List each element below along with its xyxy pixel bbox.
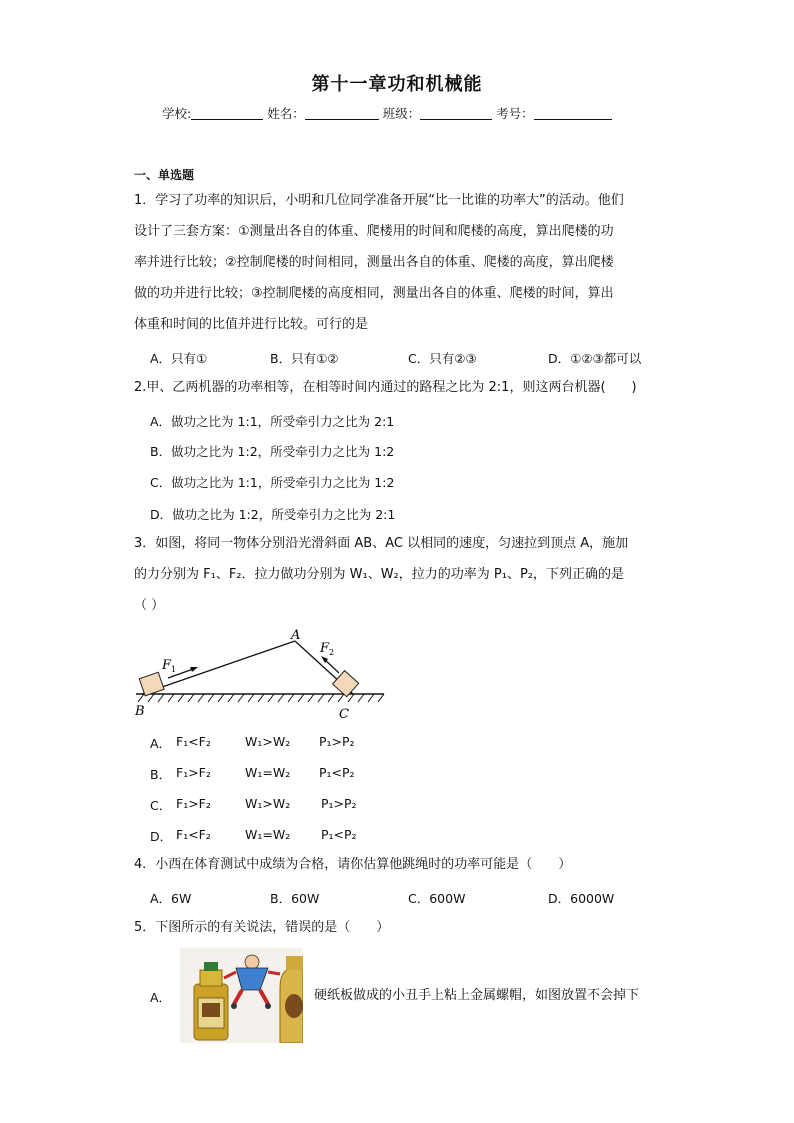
label-b: B [135,704,145,719]
q2-stem: 2.甲、乙两机器的功率相等，在相等时间内通过的路程之比为 2:1，则这两台机器( ) [134,380,637,395]
class-field[interactable] [420,107,492,120]
block-on-ac [333,671,359,697]
q3-line-1: 3．如图，将同一物体分别沿光滑斜面 AB、AC 以相同的速度，匀速拉到顶点 A，施加 [134,536,629,551]
q2-option-b[interactable]: B．做功之比为 1:2，所受牵引力之比为 1:2 [150,444,395,459]
q1-option-b[interactable]: B．只有①② [270,351,339,366]
exam-number-label: 考号： [496,106,534,121]
q1-option-c[interactable]: C．只有②③ [408,351,477,366]
student-info-row [162,104,612,122]
section-heading: 一、单选题 [134,168,195,182]
school-field[interactable] [191,107,263,120]
q5-option-a-text: 硬纸板做成的小丑手上粘上金属螺帽，如图放置不会掉下 [314,988,640,1003]
name-field[interactable] [305,107,379,120]
q4-stem: 4．小西在体育测试中成绩为合格，请你估算他跳绳时的功率可能是（ ） [134,857,572,872]
incline-diagram [134,625,386,725]
clown-balance-photo [180,948,303,1043]
q2-option-d[interactable]: D．做功之比为 1:2，所受牵引力之比为 2:1 [150,507,396,522]
class-label: 班级： [382,106,421,121]
label-f2: $F_2$ [320,641,335,657]
q4-option-d[interactable]: D．6000W [548,891,615,906]
page-title: 第十一章功和机械能 [311,74,483,95]
q1-line-2: 设计了三套方案：①测量出各自的体重、爬楼用的时间和爬楼的高度，算出爬楼的功 [134,224,614,239]
q1-option-d[interactable]: D．①②③都可以 [548,351,642,366]
q2-option-a[interactable]: A．做功之比为 1:1，所受牵引力之比为 2:1 [150,414,395,429]
q3-line-3: （ ） [134,598,165,613]
exam-number-field[interactable] [534,107,612,120]
q4-option-c[interactable]: C．600W [408,891,466,906]
label-a: A [291,628,301,643]
q1-line-1: 1．学习了功率的知识后，小明和几位同学准备开展“比一比谁的功率大”的活动。他们 [134,193,624,208]
force-f1-arrowhead [190,667,198,672]
q4-option-a[interactable]: A．6W [150,891,192,906]
exam-page: 第十一章功和机械能 学校: 姓名： 班级： 考号： 一、单选题 1．学习了功率的知识后，小明和几位同学准备开展“比一比谁的功率大”的活动。他们 设计了三套方案：①测量出各自的体重、爬楼用的时间和爬楼的高度，算出爬楼的功 率并进行比较；②控制爬楼的时间相同，测量出各自的体重、爬楼的高度，算出爬楼 做的功并进行比较；③控制爬楼的高度相同，测量出各自的体重、爬楼的时间，算出 体重和时间的比值并进行比较。可行的是 A．只有① B．只有①② C．只有②③ D．①②③都可以 2.甲、乙两机器的功率相等，在相等时间内通过的路程之比为 2:1，则这两台机器( ) A．做功之比为 1:1，所受牵引力之比为 2:1 B．做功之比为 1:2，所受牵引力之比为 1:2 C．做功之比为 1:1，所受牵引力之比为 1:2 D．做功之比为 1:2，所受牵引力之比为 2:1 3．如图，将同一物体分别沿光滑斜面 AB、AC 以相同的速度，匀速拉到顶点 A，施加 的力分别为 F₁、F₂．拉力做功分别为 W₁、W₂，拉力的功率为 P₁、P₂，下列正确的是 （ ） $F_1$ $F_2$ A B C A． F₁<F₂ W₁>W₂ P₁>P₂ B． F₁>F₂ W₁=W₂ P₁<P₂ C． F₁>F₂ W₁>W₂ P₁>P₂ D． F₁<F₂ W₁=W₂ P₁<P₂ 4．小西在体育测试中成绩为合格，请你估算他跳绳时的功率可能是（ ） A．6W B．60W C．600W D．6000W 5．下图所示的有关说法，错误的是（ ） A． 硬纸板做成的小丑手上粘上金属螺帽，如图放置不会掉下 [0,0,794,1123]
name-label: 姓名： [267,106,305,121]
q2-option-c[interactable]: C．做功之比为 1:1，所受牵引力之比为 1:2 [150,475,395,490]
q4-option-b[interactable]: B．60W [270,891,320,906]
school-label: 学校: [162,106,192,121]
q5-option-a-letter[interactable]: A． [150,990,172,1005]
q1-line-3: 率并进行比较；②控制爬楼的时间相同，测量出各自的体重、爬楼的高度，算出爬楼 [134,255,614,270]
q1-line-4: 做的功并进行比较；③控制爬楼的高度相同，测量出各自的体重、爬楼的时间，算出 [134,286,614,301]
q5-stem: 5．下图所示的有关说法，错误的是（ ） [134,920,390,935]
block-on-ab [139,672,164,696]
q1-line-5: 体重和时间的比值并进行比较。可行的是 [134,317,369,332]
q1-option-a[interactable]: A．只有① [150,351,208,366]
q3-line-2: 的力分别为 F₁、F₂．拉力做功分别为 W₁、W₂，拉力的功率为 P₁、P₂，下列正确的是 [134,567,625,582]
label-f1: $F_1$ [162,658,177,674]
label-c: C [339,707,349,722]
